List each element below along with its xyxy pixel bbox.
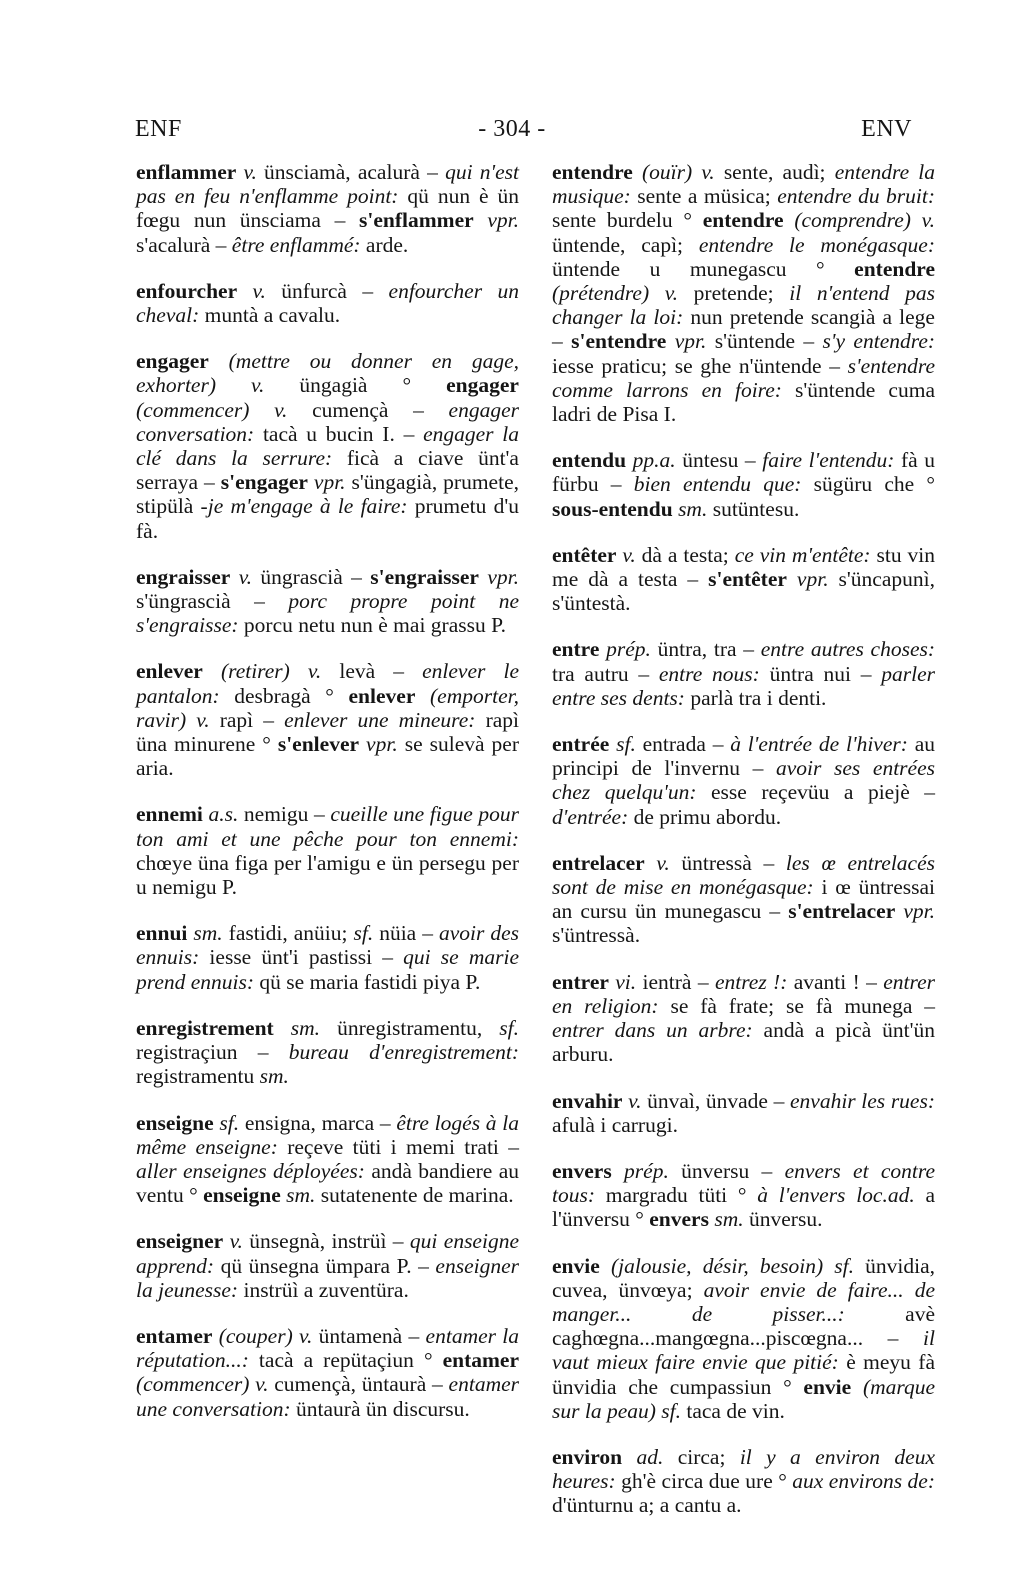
definition-text: arde.: [360, 232, 409, 257]
definition-text: parlà tra i denti.: [684, 685, 827, 710]
headword: engager: [446, 373, 519, 398]
grammar-label: v.: [656, 850, 670, 875]
grammar-label: sf.: [499, 1015, 519, 1040]
example-phrase: être enflammé:: [231, 232, 361, 257]
headword: enseigne: [203, 1183, 281, 1208]
definition-text: s'üntende cuma ladri de Pisa I.: [552, 377, 935, 427]
headword: enflammer: [136, 160, 237, 184]
definition-text: ünvaì, ünvade –: [641, 1088, 790, 1113]
definition-text: gh'è circa due ure °: [615, 1469, 793, 1494]
example-phrase: entendre la musique:: [552, 160, 936, 209]
example-phrase: à l'envers: [757, 1183, 846, 1208]
headword: environ: [552, 1444, 623, 1469]
example-phrase: engager la clé dans la serrure:: [136, 421, 519, 471]
definition-text: porcu netu nun è mai grassu P.: [238, 613, 507, 638]
definition-text: instrüì a zuventüra.: [238, 1277, 409, 1302]
example-phrase: les œ entrelacés sont de mise en monégasque:: [552, 850, 936, 900]
definition-text: ünsegnà, instrüì –: [242, 1229, 410, 1254]
headword: ennemi: [136, 802, 203, 827]
grammar-label: v.: [252, 278, 266, 303]
headword: entrelacer: [552, 850, 645, 875]
dictionary-entry: [136, 1111, 519, 1208]
grammar-label: (commencer) v.: [136, 397, 288, 422]
definition-text: [666, 329, 674, 353]
definition-text: d'ünturnu a; a cantu a.: [552, 1493, 742, 1518]
example-phrase: entamer la réputation...:: [136, 1323, 520, 1373]
example-phrase: entre nous:: [658, 661, 760, 686]
grammar-label: vi.: [615, 969, 637, 994]
definition-text: [230, 565, 238, 589]
definition-text: circa;: [663, 1444, 740, 1469]
dictionary-entry: [136, 565, 519, 638]
example-phrase: qui enseigne apprend:: [136, 1229, 519, 1278]
definition-text: cumençà, üntaurà –: [268, 1372, 449, 1397]
example-phrase: porc propre point ne s'engraisse:: [136, 589, 519, 638]
headword: s'enflammer: [359, 208, 474, 233]
example-phrase: s'y entendre:: [822, 329, 936, 354]
definition-text: ientrà –: [636, 969, 715, 994]
headword: envie: [803, 1374, 852, 1399]
definition-text: de primu abordu.: [628, 804, 782, 829]
example-phrase: entendre du bruit:: [777, 184, 935, 209]
headword: entendre: [854, 256, 935, 281]
example-phrase: entendre le monégasque:: [698, 232, 936, 257]
definition-text: qü nun è ün fœgu nun ünsciama –: [136, 184, 520, 233]
example-phrase: avoir ses entrées chez quelqu'un:: [552, 756, 935, 805]
definition-text: qü se maria fastidi piya P.: [254, 969, 481, 994]
definition-text: sente burdelu °: [552, 208, 703, 233]
grammar-label: sm.: [290, 1015, 321, 1040]
example-phrase: à l'entrée de l'hiver:: [730, 732, 908, 757]
grammar-label: loc.ad.: [856, 1183, 915, 1208]
definition-text: iesse praticu; se ghe n'üntende –: [552, 353, 848, 378]
grammar-label: sm.: [286, 1183, 316, 1208]
headword: entrée: [552, 732, 610, 757]
grammar-label: prép.: [606, 637, 651, 662]
grammar-label: v.: [628, 1088, 642, 1113]
grammar-label: a.s.: [208, 802, 239, 827]
example-phrase: qui n'est pas en feu n'enflamme point:: [136, 160, 519, 209]
definition-text: [236, 160, 243, 184]
headword: enseigne: [136, 1110, 214, 1135]
definition-text: üngagià °: [264, 373, 447, 398]
example-phrase: faire l'entendu:: [762, 448, 895, 473]
definition-text: [600, 1254, 611, 1278]
headword: enseigner: [136, 1229, 224, 1254]
grammar-label: (jalousie, désir, besoin) sf.: [610, 1253, 854, 1278]
dictionary-entry: [136, 160, 519, 257]
definition-text: desbragà °: [219, 683, 349, 708]
example-phrase: entrez !:: [714, 969, 788, 994]
definition-text: nemigu –: [238, 802, 331, 827]
grammar-label: v.: [243, 160, 257, 184]
grammar-label: vpr.: [487, 208, 519, 233]
definition-text: afulà i carrugi.: [552, 1112, 678, 1137]
example-phrase: entrer dans un arbre:: [552, 1018, 753, 1043]
headword: ennui: [136, 921, 188, 946]
definition-text: sutatenente de marina.: [315, 1183, 514, 1208]
headword: entêter: [552, 542, 617, 567]
grammar-label: (commencer) v.: [136, 1372, 269, 1397]
dictionary-entry: [136, 802, 519, 899]
example-phrase: bien entendu que:: [633, 472, 802, 497]
definition-text: üntesu –: [675, 448, 763, 473]
definition-text: s'üncapunì, s'üntestà.: [552, 567, 935, 616]
headword: s'entêter: [708, 567, 787, 592]
definition-text: ünsciamà, acalurà –: [256, 160, 446, 184]
definition-text: iesse ünt'i pastissi –: [199, 945, 404, 970]
definition-text: ünvidia, cuvea, ünvœya;: [552, 1253, 935, 1302]
example-phrase: s'entendre comme larrons en foire:: [552, 353, 935, 402]
definition-text: [845, 1183, 856, 1207]
headword: engraisser: [136, 564, 231, 589]
definition-text: ünversu –: [668, 1158, 785, 1183]
definition-text: ficà a ciave ünt'a serraya –: [136, 446, 519, 495]
header-right-guide-word: ENV: [861, 116, 912, 142]
right-column: [552, 160, 935, 1540]
grammar-label: sm.: [193, 921, 223, 946]
example-phrase: entrer en religion:: [552, 969, 935, 1018]
definition-text: ensigna, marca –: [239, 1110, 397, 1135]
headword: sous-entendu: [552, 496, 673, 521]
definition-text: [612, 1159, 624, 1183]
definition-text: [237, 279, 252, 303]
definition-text: avanti ! –: [787, 969, 884, 994]
grammar-label: (marque sur la peau) sf.: [552, 1374, 935, 1423]
definition-text: tra autru –: [552, 661, 659, 686]
grammar-label: vpr.: [903, 899, 935, 924]
definition-text: nun pretende scangià a lege –: [552, 305, 935, 354]
dictionary-entry: [136, 1324, 519, 1421]
dictionary-entry: [552, 160, 935, 426]
definition-text: rapì üna minurene °: [136, 707, 519, 757]
definition-text: levà –: [321, 659, 423, 684]
grammar-label: ad.: [636, 1444, 664, 1469]
dictionary-entry: [552, 851, 935, 948]
example-phrase: il n'entend pas changer la loi:: [552, 281, 935, 330]
headword: entendre: [552, 160, 633, 184]
example-phrase: bureau d'enregistrement:: [288, 1040, 519, 1065]
dictionary-entry: [136, 659, 519, 780]
grammar-label: (comprendre) v.: [794, 208, 936, 233]
definition-text: üntra nui –: [759, 661, 882, 686]
grammar-label: (prétendre) v.: [552, 281, 679, 306]
dictionary-entry: [552, 1445, 935, 1518]
grammar-label: sf.: [353, 921, 374, 946]
grammar-label: sm.: [678, 496, 708, 521]
definition-text: [645, 851, 657, 875]
grammar-label: sm.: [714, 1207, 744, 1232]
example-phrase: aux environs de:: [792, 1469, 935, 1494]
example-phrase: avoir des ennuis:: [136, 921, 520, 970]
example-phrase: il vaut mieux faire envie que pitié:: [552, 1326, 935, 1375]
grammar-label: (couper) v.: [218, 1323, 313, 1348]
headword: s'enlever: [277, 732, 360, 757]
definition-text: a l'ünversu °: [552, 1183, 936, 1232]
definition-text: ünregistramentu,: [320, 1015, 500, 1040]
definition-text: sügüru che °: [801, 472, 935, 497]
definition-text: i œ üntressai an cursu ün munegascu –: [552, 875, 935, 924]
dictionary-entry: [136, 921, 519, 994]
example-phrase: je m'engage à le faire:: [207, 494, 408, 519]
dictionary-entry: [552, 732, 935, 829]
dictionary-entry: [552, 637, 935, 710]
headword: enregistrement: [136, 1015, 274, 1040]
dictionary-entry: [552, 543, 935, 616]
definition-text: [626, 448, 633, 472]
example-phrase: qui se marie prend ennuis:: [136, 945, 519, 994]
example-phrase: parler entre ses dents:: [552, 661, 936, 710]
definition-text: [787, 567, 797, 591]
grammar-label: (emporter, ravir) v.: [136, 683, 519, 732]
grammar-label: vpr.: [366, 732, 398, 757]
example-phrase: enfourcher un cheval:: [136, 278, 519, 328]
definition-text: [851, 1375, 863, 1399]
example-phrase: d'entrée:: [552, 804, 629, 829]
example-phrase: être logés à la même enseigne:: [136, 1110, 520, 1159]
headword: s'entendre: [571, 329, 667, 354]
definition-text: [474, 208, 488, 232]
definition-text: [415, 684, 430, 708]
definition-text: entrada –: [635, 732, 731, 757]
grammar-label: sm.: [259, 1064, 289, 1089]
definition-text: reçeve tüti i memi trati –: [277, 1134, 519, 1159]
headword: s'engager: [220, 470, 308, 495]
grammar-label: v.: [238, 564, 253, 589]
definition-text: registraçiun –: [136, 1040, 289, 1065]
definition-text: fà u fürbu –: [552, 448, 936, 497]
grammar-label: vpr.: [313, 470, 346, 495]
example-phrase: avoir envie de faire... de manger... de pisser...:: [552, 1277, 935, 1326]
example-phrase: envers et contre tous:: [552, 1158, 936, 1208]
headword: entrer: [552, 969, 609, 994]
headword: s'entrelacer: [788, 899, 896, 924]
dictionary-entry: [552, 448, 935, 521]
definition-text: muntà a cavalu.: [199, 303, 341, 328]
left-column: [136, 160, 519, 1443]
dictionary-entry: [552, 1089, 935, 1137]
definition-text: andà bandiere au ventu °: [136, 1158, 520, 1208]
definition-text: au principi de l'invernu –: [552, 732, 936, 781]
grammar-label: v.: [622, 542, 636, 567]
definition-text: esse reçevüu a piejè –: [696, 780, 935, 805]
headword: engager: [136, 349, 209, 374]
definition-text: üntende, capì;: [552, 232, 699, 257]
definition-text: [274, 1016, 291, 1040]
definition-text: fastidi, anüiu;: [222, 921, 354, 946]
headword: envers: [552, 1158, 612, 1183]
definition-text: üntra, tra –: [650, 637, 761, 662]
dictionary-entry: [136, 1016, 519, 1089]
definition-text: è meyu fà ünvidia che cumpassiun °: [552, 1350, 935, 1399]
definition-text: üntamenà –: [312, 1323, 426, 1348]
example-phrase: enseigner la jeunesse:: [136, 1253, 519, 1302]
example-phrase: aller enseignes déployées:: [136, 1158, 365, 1183]
definition-text: üntressà –: [669, 850, 786, 875]
dictionary-entry: [136, 1229, 519, 1302]
grammar-label: (retirer) v.: [220, 659, 322, 684]
example-phrase: enlever une mineure:: [284, 707, 476, 732]
definition-text: se fà frate; se fà munega –: [658, 993, 935, 1018]
example-phrase: il y a environ deux heures:: [552, 1444, 936, 1494]
definition-text: [633, 160, 642, 184]
grammar-label: prép.: [624, 1158, 669, 1183]
grammar-label: pp.a.: [632, 448, 676, 473]
example-phrase: entre autres choses:: [760, 637, 936, 662]
grammar-label: sf.: [219, 1110, 240, 1135]
definition-text: sente, audì;: [714, 160, 835, 184]
definition-text: avè caghœgna...mangœgna...piscœgna... –: [552, 1301, 935, 1351]
dictionary-entry: [552, 1159, 935, 1232]
example-phrase: engager conversation:: [136, 397, 519, 446]
grammar-label: v.: [229, 1229, 243, 1254]
definition-text: ünversu.: [743, 1207, 823, 1232]
headword: entendre: [702, 208, 784, 233]
definition-text: cumençà –: [287, 397, 449, 422]
definition-text: üntende u munegascu °: [552, 256, 855, 281]
definition-text: andà a picà ünt'ün arburu.: [552, 1018, 935, 1067]
example-phrase: entamer une conversation:: [136, 1372, 519, 1421]
definition-text: s'üngrascià –: [136, 589, 289, 614]
grammar-label: vpr.: [487, 564, 520, 589]
definition-text: s'üntende –: [706, 329, 823, 354]
dictionary-entry: [552, 1254, 935, 1423]
definition-text: s'üntressà.: [552, 923, 641, 948]
header-left-guide-word: ENF: [135, 116, 182, 142]
grammar-label: sf.: [616, 732, 636, 757]
example-phrase: enlever le pantalon:: [136, 659, 520, 708]
definition-text: se sulevà per aria.: [136, 732, 519, 781]
headword: envahir: [552, 1088, 623, 1113]
dictionary-entry: [552, 970, 935, 1067]
definition-text: tacà a repütaçiun °: [248, 1348, 443, 1373]
definition-text: registramentu: [136, 1064, 260, 1089]
definition-text: dà a testa;: [635, 542, 735, 567]
definition-text: s'üngagià, prumete, stipülà -: [136, 470, 519, 519]
headword: enlever: [348, 683, 416, 708]
dictionary-entry: [136, 279, 519, 327]
definition-text: qü ünsegna ümpara P. –: [214, 1253, 436, 1278]
grammar-label: (mettre ou donner en gage, exhorter) v.: [136, 349, 519, 398]
headword: entamer: [442, 1348, 519, 1373]
definition-text: [209, 349, 229, 373]
grammar-label: vpr.: [796, 567, 829, 592]
headword: envie: [552, 1253, 600, 1278]
definition-text: rapì –: [209, 707, 285, 732]
headword: s'engraisser: [370, 564, 479, 589]
definition-text: üngrascià –: [252, 564, 371, 589]
definition-text: margradu tüti °: [595, 1183, 758, 1208]
headword: entre: [552, 637, 600, 662]
definition-text: nüia –: [373, 921, 439, 946]
definition-text: [203, 659, 221, 683]
definition-text: ünfurcà –: [265, 278, 389, 303]
headword: entendu: [552, 448, 627, 473]
headword: enlever: [136, 659, 203, 684]
headword: entamer: [136, 1323, 213, 1348]
headword: enfourcher: [136, 278, 238, 303]
definition-text: sente a müsica;: [630, 184, 778, 209]
example-phrase: ce vin m'entête:: [734, 542, 871, 567]
definition-text: s'acalurà –: [136, 232, 232, 257]
definition-text: üntaurà ün discursu.: [290, 1396, 470, 1421]
page-number: - 304 -: [478, 116, 546, 142]
dictionary-entry: [136, 349, 519, 543]
definition-text: pretende;: [678, 281, 790, 306]
definition-text: [622, 1445, 636, 1469]
definition-text: tacà u bucin I. –: [254, 421, 424, 446]
definition-text: sutüntesu.: [707, 496, 800, 521]
example-phrase: envahir les rues:: [789, 1088, 936, 1113]
definition-text: [784, 208, 795, 232]
grammar-label: vpr.: [674, 329, 707, 354]
definition-text: [359, 732, 366, 756]
grammar-label: (ouïr) v.: [642, 160, 715, 184]
example-phrase: cueille une figue pour ton ami et une pêche pour ton ennemi:: [136, 802, 519, 851]
definition-text: prumetu d'u fà.: [136, 494, 519, 543]
headword: envers: [649, 1207, 709, 1232]
definition-text: stu vin me dà a testa –: [552, 542, 935, 592]
definition-text: chœye üna figa per l'amigu e ün persegu per u nemigu P.: [136, 850, 519, 900]
definition-text: taca de vin.: [681, 1398, 785, 1423]
